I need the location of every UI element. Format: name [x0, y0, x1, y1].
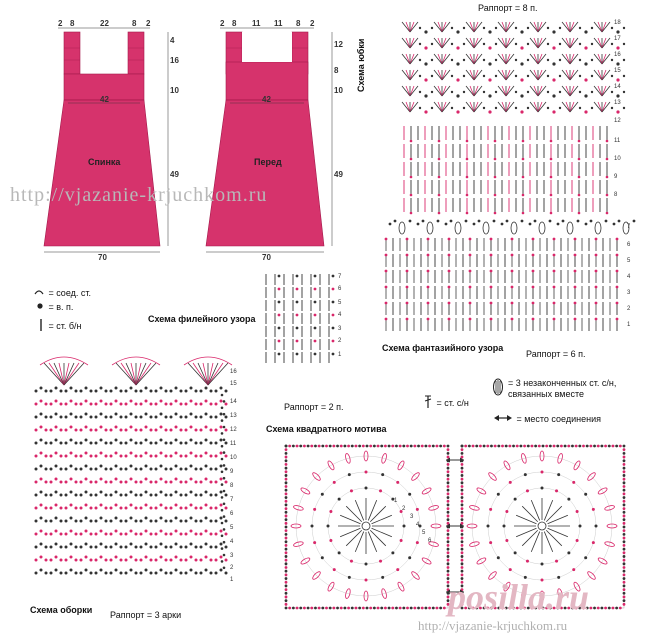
skirt-row-number: 15 — [614, 68, 621, 74]
ruffle-row-number: 16 — [230, 369, 237, 375]
skirt-chart — [400, 14, 630, 224]
front-chest-dim: 42 — [262, 95, 271, 104]
ruffle-repeat-label: Раппорт = 3 арки — [110, 610, 182, 620]
skirt-row-number: 18 — [614, 20, 621, 26]
front-top-dim-2: 8 — [232, 19, 237, 28]
legend-sc: = ст. б/н — [38, 316, 81, 334]
motif-row-number: 1 — [394, 498, 398, 504]
filet-row-number: 4 — [338, 312, 342, 318]
cluster-stitch-icon — [492, 378, 504, 396]
front-top-dim-5: 8 — [296, 19, 301, 28]
skirt-row-number: 12 — [614, 118, 621, 124]
fancy-row-number: 6 — [627, 242, 631, 248]
motif-title: Схема квадратного мотива — [266, 424, 387, 434]
back-width-dim: 70 — [98, 253, 107, 262]
filet-row-number: 7 — [338, 274, 342, 280]
ruffle-row-number: 5 — [230, 525, 234, 531]
back-side-dim-2: 16 — [170, 56, 179, 65]
ruffle-row-number: 11 — [230, 441, 237, 447]
front-skirt — [206, 100, 324, 246]
back-top-dim-1: 2 — [58, 19, 63, 28]
chain-stitch-icon — [36, 302, 44, 310]
skirt-row-number: 17 — [614, 36, 621, 42]
motif-row-number: 6 — [428, 538, 432, 544]
watermark-bottom-url: http://vjazanie-krjuchkom.ru — [418, 618, 568, 633]
back-top-dim-4: 8 — [132, 19, 137, 28]
fancy-row-number: 5 — [627, 258, 631, 264]
double-crochet-icon — [424, 395, 432, 409]
single-crochet-icon — [38, 318, 44, 332]
back-strap-right — [128, 32, 144, 74]
skirt-row-number: 16 — [614, 52, 621, 58]
front-top-dim-4: 11 — [274, 19, 283, 28]
legend-dc: = ст. с/н — [424, 393, 469, 411]
filet-row-number: 1 — [338, 352, 342, 358]
motif-row-number: 5 — [422, 530, 426, 536]
fancy-chart — [382, 216, 634, 336]
skirt-row-number: 9 — [614, 174, 618, 180]
back-side-dim-1: 4 — [170, 36, 175, 45]
back-chest-dim: 42 — [100, 95, 109, 104]
front-side-dim-2: 8 — [334, 66, 339, 75]
ruffle-chart — [26, 355, 246, 585]
back-height-dim: 49 — [170, 170, 179, 179]
filet-row-number: 5 — [338, 300, 342, 306]
motif-row-number: 3 — [410, 514, 414, 520]
back-side-dim-3: 10 — [170, 86, 179, 95]
front-height-dim: 49 — [334, 170, 343, 179]
ruffle-title: Схема оборки — [30, 605, 93, 615]
ruffle-row-number: 9 — [230, 469, 234, 475]
front-label: Перед — [254, 157, 282, 167]
fancy-repeat-label: Раппорт = 6 п. — [526, 349, 586, 359]
back-label: Спинка — [88, 157, 121, 167]
legend-chain: = в. п. — [36, 297, 73, 315]
front-side-dim-3: 10 — [334, 86, 343, 95]
ruffle-row-number: 14 — [230, 399, 237, 405]
ruffle-row-number: 8 — [230, 483, 234, 489]
filet-row-number: 6 — [338, 286, 342, 292]
ruffle-row-number: 6 — [230, 511, 234, 517]
skirt-title: Схема юбки — [356, 38, 366, 92]
ruffle-row-number: 10 — [230, 455, 237, 461]
fancy-title: Схема фантазийного узора — [382, 343, 504, 353]
slip-stitch-icon — [34, 288, 44, 296]
ruffle-row-number: 4 — [230, 539, 234, 545]
fancy-row-number: 1 — [627, 322, 631, 328]
skirt-row-number: 14 — [614, 84, 621, 90]
front-width-dim: 70 — [262, 253, 271, 262]
motif-row-number: 4 — [416, 522, 420, 528]
filet-chart — [262, 270, 342, 370]
skirt-repeat-label: Раппорт = 8 п. — [478, 3, 538, 13]
front-top-dim-3: 11 — [252, 19, 261, 28]
fancy-row-number: 3 — [627, 290, 631, 296]
motif-row-number: 2 — [402, 506, 406, 512]
ruffle-row-number: 7 — [230, 497, 234, 503]
fancy-row-number: 2 — [627, 306, 631, 312]
ruffle-row-number: 1 — [230, 577, 234, 583]
ruffle-row-number: 2 — [230, 565, 234, 571]
legend-join: = место соединения — [494, 409, 601, 427]
join-arrow-icon — [494, 414, 512, 422]
front-top-dim-1: 2 — [220, 19, 225, 28]
back-top-dim-2: 8 — [70, 19, 75, 28]
back-top-dim-5: 2 — [146, 19, 151, 28]
front-top-dim-6: 2 — [310, 19, 315, 28]
skirt-row-number: 8 — [614, 192, 618, 198]
back-strap-left — [64, 32, 80, 74]
fancy-row-number: 4 — [627, 274, 631, 280]
ruffle-row-number: 3 — [230, 553, 234, 559]
watermark-logo: posilla.ru — [448, 577, 590, 617]
skirt-row-number: 11 — [614, 138, 621, 144]
back-skirt — [44, 100, 160, 246]
filet-title: Схема филейного узора — [148, 314, 256, 324]
front-side-dim-1: 12 — [334, 40, 343, 49]
skirt-row-number: 10 — [614, 156, 621, 162]
filet-row-number: 2 — [338, 338, 342, 344]
ruffle-row-number: 13 — [230, 413, 237, 419]
skirt-row-number: 13 — [614, 100, 621, 106]
ruffle-row-number: 12 — [230, 427, 237, 433]
ruffle-row-number: 15 — [230, 381, 237, 387]
fancy-row-number: 7 — [627, 224, 631, 230]
legend-slip: = соед. ст. — [34, 283, 91, 301]
filet-repeat-label: Раппорт = 2 п. — [284, 402, 344, 412]
filet-row-number: 3 — [338, 326, 342, 332]
back-top-dim-3: 22 — [100, 19, 109, 28]
watermark-url: http://vjazanie-krjuchkom.ru — [10, 184, 268, 206]
